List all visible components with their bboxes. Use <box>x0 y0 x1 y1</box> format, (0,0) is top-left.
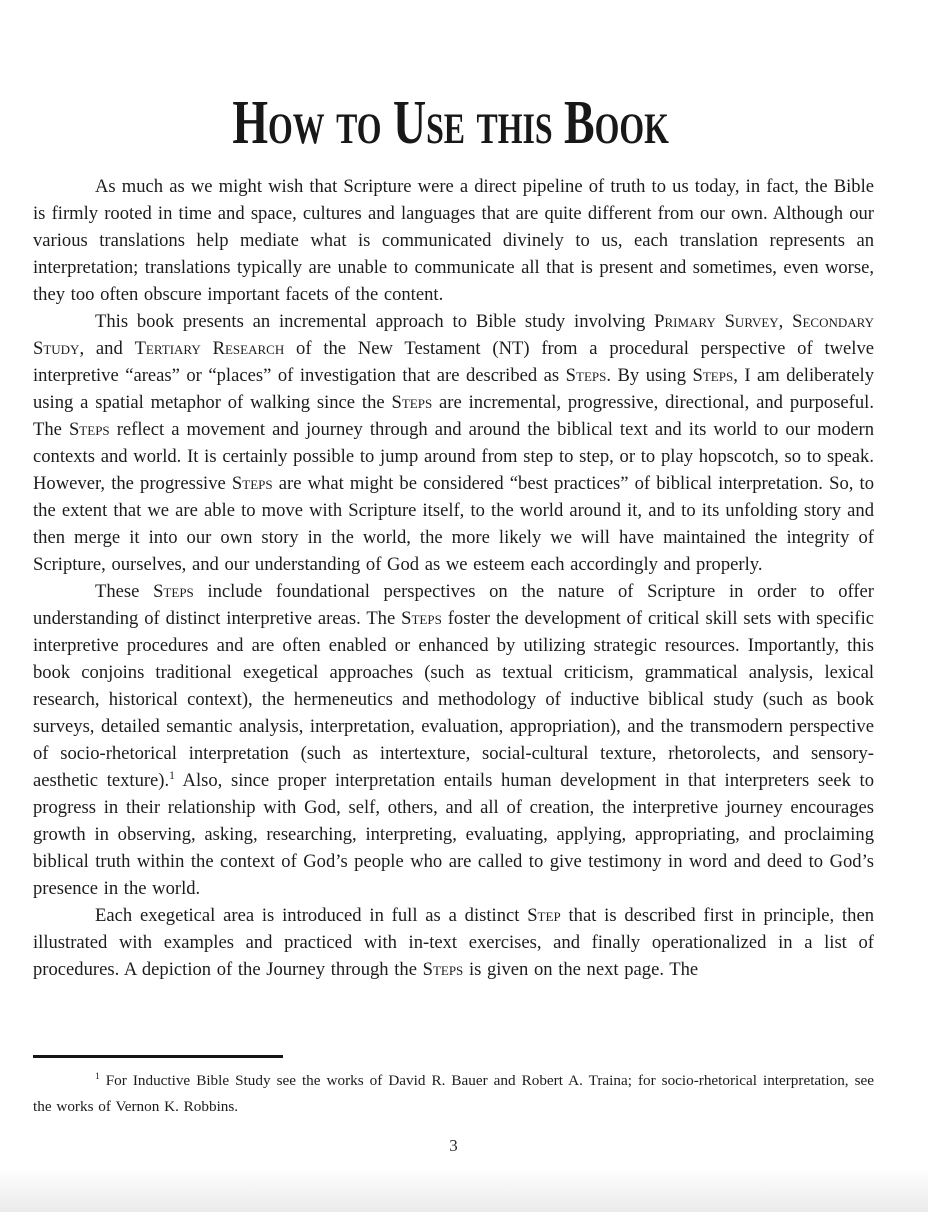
paragraph: These Steps include foundational perspectives on the nature of Scripture in order to offer understanding of distinct interpretive areas. The Steps foster the development of critical skill sets with specific interpretive procedures and are often enabled or enhanced by utilizing strategic resources. Importantly, this book conjoins traditional exegetical approaches (such as textual criticism, grammatical analysis, lexical research, historical context), the hermeneutics and methodology of inductive biblical study (such as book surveys, detailed semantic analysis, interpretation, evaluation, appropriation), and the transmodern perspective of socio-rhetorical interpretation (such as intertexture, social-cultural texture, rhetorolects, and sensory-aesthetic texture).$^1$ Also, since proper interpretation entails human development in that interpreters seek to progress in their relationship with God, self, others, and all of creation, the interpretive journey encourages growth in observing, asking, researching, interpreting, evaluating, applying, appropriating, and proclaiming biblical truth within the context of God’s people who are called to give testimony in word and deed to God’s presence in the world. <box>33 581 875 899</box>
paragraph: As much as we might wish that Scripture were a direct pipeline of truth to us today, in fact, the Bible is firmly rooted in time and space, cultures and languages that are quite different from our own. Although our various translations help mediate what is communicated divinely to us, each translation represents an interpretation; translations typically are unable to communicate all that is present and sometimes, even worse, they too often obscure important facets of the content. <box>33 176 874 305</box>
footnote-text: $^1$ For Inductive Bible Study see the works of David R. Bauer and Robert A. Traina; for socio-rhetorical interpretation, see the works of Vernon K. Robbins. <box>33 1071 874 1115</box>
page-title: How to Use this Book <box>232 88 669 157</box>
page-number: 3 <box>449 1136 458 1155</box>
page-edge-shadow <box>0 1168 928 1212</box>
paragraph: This book presents an incremental approach to Bible study involving Primary Survey, Secondary Study, and Tertiary Research of the New Testament (NT) from a procedural perspective of twelve interpretive “areas” or “places” of investigation that are described as Steps. By using Steps, I am deliberately using a spatial metaphor of walking since the Steps are incremental, progressive, directional, and purposeful. The Steps reflect a movement and journey through and around the biblical text and its world to our modern contexts and world. It is certainly possible to jump around from step to step, or to play hopscotch, so to speak. However, the progressive Steps are what might be considered “best practices” of biblical interpretation. So, to the extent that we are able to move with Scripture itself, to the world around it, and to its unfolding story and then merge it into our own story in the world, the more likely we will have maintained the integrity of Scripture, ourselves, and our understanding of God as we esteem each accordingly and properly. <box>33 311 875 575</box>
footnote-rule <box>33 1055 283 1058</box>
footnote-block <box>33 1055 874 1120</box>
paragraph: Each exegetical area is introduced in full as a distinct Step that is described first in principle, then illustrated with examples and practiced with in-text exercises, and finally operationalized in a list of procedures. A depiction of the Journey through the Steps is given on the next page. The <box>33 905 874 980</box>
body-text <box>33 173 874 983</box>
